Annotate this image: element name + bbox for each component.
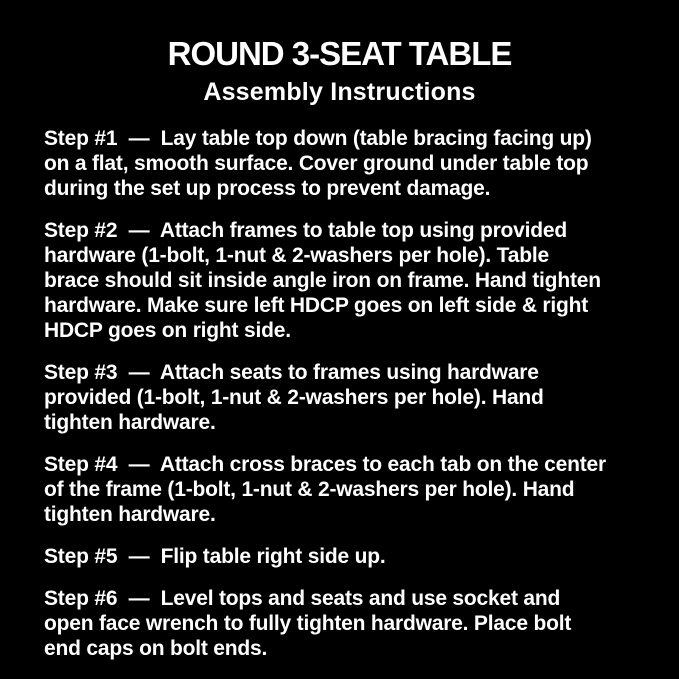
step-line: Step #4 — Attach cross braces to each tab on the center — [44, 453, 606, 476]
step-line: provided (1-bolt, 1-nut & 2-washers per hole). Hand — [44, 386, 544, 409]
step-line: Step #5 — Flip table right side up. — [44, 545, 386, 568]
page-subtitle: Assembly Instructions — [203, 78, 476, 106]
step-line: Step #1 — Lay table top down (table bracing facing up) — [44, 127, 592, 150]
step-line: end caps on bolt ends. — [44, 637, 268, 660]
step-line: open face wrench to fully tighten hardware. Place bolt — [44, 612, 572, 635]
step-line: Step #6 — Level tops and seats and use socket and — [44, 587, 561, 610]
step-line: during the set up process to prevent damage. — [44, 177, 491, 200]
step-line: Step #2 — Attach frames to table top using provided — [44, 219, 568, 242]
step-6 — [44, 586, 659, 661]
step-2 — [44, 218, 659, 343]
steps-list — [44, 126, 659, 661]
step-3 — [44, 360, 659, 435]
step-line: of the frame (1-bolt, 1-nut & 2-washers per hole). Hand — [44, 478, 575, 501]
header — [0, 0, 679, 108]
step-line: Step #3 — Attach seats to frames using hardware — [44, 361, 539, 384]
step-line: hardware (1-bolt, 1-nut & 2-washers per hole). Table — [44, 244, 549, 267]
step-4 — [44, 452, 659, 527]
step-line: hardware. Make sure left HDCP goes on left side & right — [44, 294, 589, 317]
step-line: tighten hardware. — [44, 503, 216, 526]
step-line: HDCP goes on right side. — [44, 319, 291, 342]
step-line: brace should sit inside angle iron on frame. Hand tighten — [44, 269, 601, 292]
step-line: on a flat, smooth surface. Cover ground under table top — [44, 152, 589, 175]
step-5 — [44, 544, 659, 569]
page-title: ROUND 3-SEAT TABLE — [167, 35, 512, 72]
step-1 — [44, 126, 659, 201]
step-line: tighten hardware. — [44, 411, 216, 434]
